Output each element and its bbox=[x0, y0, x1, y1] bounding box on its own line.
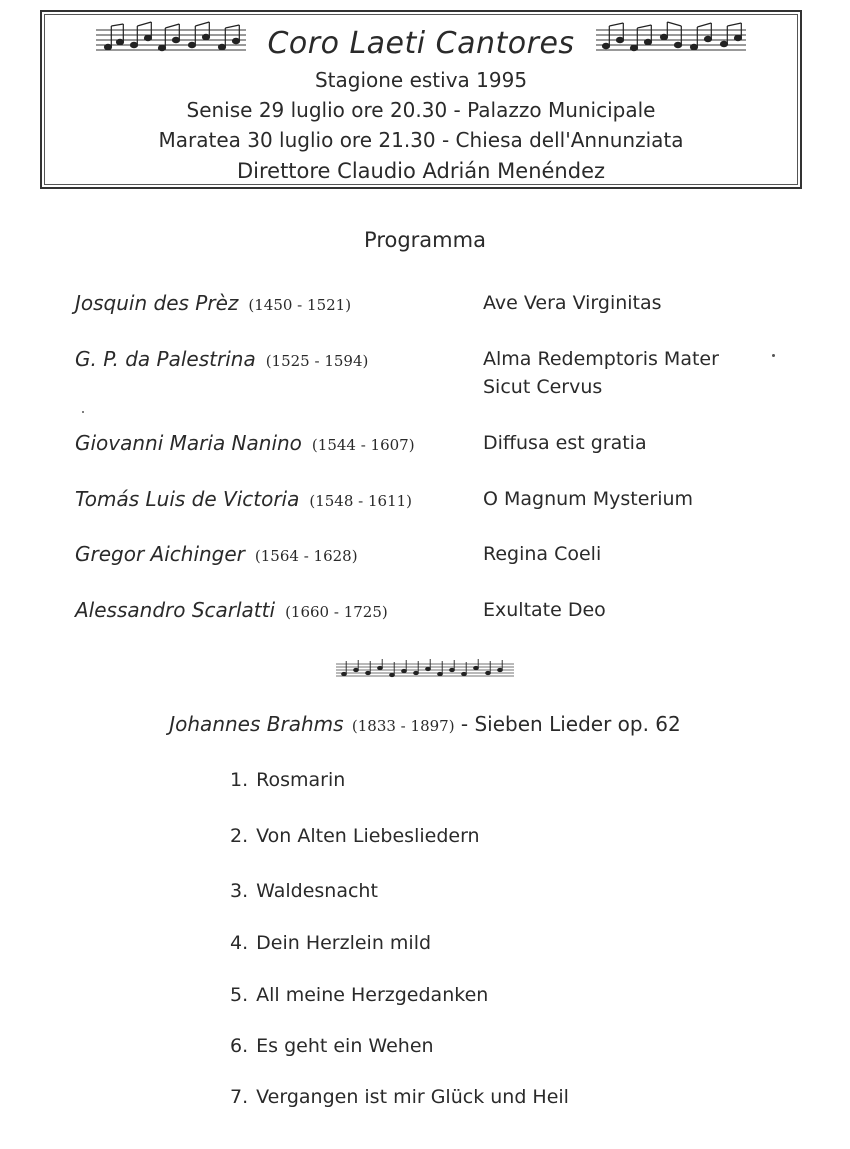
music-staff-icon bbox=[96, 20, 246, 56]
composer-dates: (1564 - 1628) bbox=[254, 547, 358, 565]
composer bbox=[75, 291, 351, 315]
piece-list bbox=[483, 289, 662, 317]
piece-title: Sicut Cervus bbox=[483, 376, 603, 398]
piece-title: Diffusa est gratia bbox=[483, 432, 647, 454]
piece-list bbox=[483, 345, 719, 401]
song-item bbox=[230, 1035, 434, 1057]
composer bbox=[75, 542, 358, 566]
program-entry bbox=[0, 431, 850, 491]
composer-name: G. P. da Palestrina bbox=[75, 347, 256, 371]
song-item bbox=[230, 880, 378, 902]
song-item bbox=[230, 825, 480, 847]
composer-name: Gregor Aichinger bbox=[75, 542, 245, 566]
composer bbox=[75, 431, 415, 455]
brahms-work: - Sieben Lieder op. 62 bbox=[460, 712, 681, 736]
piece-list bbox=[483, 596, 606, 624]
song-number: 2. bbox=[230, 825, 249, 847]
piece-title: Exultate Deo bbox=[483, 599, 606, 621]
music-divider-icon bbox=[336, 658, 514, 680]
program-entry bbox=[0, 487, 850, 547]
song-number: 5. bbox=[230, 984, 249, 1006]
piece-title: Alma Redemptoris Mater bbox=[483, 348, 719, 370]
composer-dates: (1548 - 1611) bbox=[309, 492, 413, 510]
composer bbox=[75, 598, 388, 622]
song-title: Von Alten Liebesliedern bbox=[256, 825, 480, 847]
song-number: 1. bbox=[230, 769, 249, 791]
composer bbox=[75, 347, 368, 371]
brahms-dates: (1833 - 1897) bbox=[351, 717, 455, 735]
composer-dates: (1660 - 1725) bbox=[285, 603, 388, 621]
title-row bbox=[42, 26, 800, 61]
season-line: Stagione estiva 1995 bbox=[314, 68, 528, 92]
director-line: Direttore Claudio Adrián Menéndez bbox=[236, 159, 606, 183]
brahms-composer: Johannes Brahms bbox=[169, 712, 344, 736]
composer-name: Josquin des Prèz bbox=[75, 291, 239, 315]
piece-title: Regina Coeli bbox=[483, 543, 602, 565]
concert-maratea: Maratea 30 luglio ore 21.30 - Chiesa dell'Annunziata bbox=[158, 128, 684, 152]
song-title: Vergangen ist mir Glück und Heil bbox=[256, 1086, 569, 1108]
song-item bbox=[230, 984, 488, 1006]
song-title: Dein Herzlein mild bbox=[256, 932, 432, 954]
song-title: All meine Herzgedanken bbox=[256, 984, 489, 1006]
program-entry bbox=[0, 291, 850, 351]
song-number: 7. bbox=[230, 1086, 249, 1108]
composer-name: Giovanni Maria Nanino bbox=[75, 431, 302, 455]
song-title: Es geht ein Wehen bbox=[256, 1035, 434, 1057]
song-item bbox=[230, 932, 431, 954]
song-number: 3. bbox=[230, 880, 249, 902]
song-number: 4. bbox=[230, 932, 249, 954]
song-number: 6. bbox=[230, 1035, 249, 1057]
composer bbox=[75, 487, 412, 511]
concert-senise: Senise 29 luglio ore 20.30 - Palazzo Municipale bbox=[186, 98, 656, 122]
piece-title: O Magnum Mysterium bbox=[483, 488, 694, 510]
program-entry bbox=[0, 347, 850, 407]
composer-name: Alessandro Scarlatti bbox=[75, 598, 276, 622]
composer-name: Tomás Luis de Victoria bbox=[75, 487, 300, 511]
composer-dates: (1544 - 1607) bbox=[311, 436, 415, 454]
program-entry bbox=[0, 542, 850, 602]
header-box bbox=[40, 10, 802, 189]
program-heading: Programma bbox=[364, 228, 486, 252]
piece-list bbox=[483, 540, 601, 568]
composer-dates: (1450 - 1521) bbox=[248, 296, 352, 314]
piece-list bbox=[483, 485, 693, 513]
music-staff-icon bbox=[596, 20, 746, 56]
piece-list bbox=[483, 429, 647, 457]
piece-title: Ave Vera Virginitas bbox=[483, 292, 662, 314]
song-item bbox=[230, 1086, 569, 1108]
program-entry bbox=[0, 598, 850, 658]
scan-speck bbox=[82, 411, 84, 413]
scan-speck bbox=[772, 354, 775, 357]
brahms-heading bbox=[0, 712, 850, 736]
choir-title: Coro Laeti Cantores bbox=[267, 26, 575, 61]
song-title: Waldesnacht bbox=[256, 880, 378, 902]
song-item bbox=[230, 769, 345, 791]
composer-dates: (1525 - 1594) bbox=[265, 352, 369, 370]
song-title: Rosmarin bbox=[256, 769, 346, 791]
